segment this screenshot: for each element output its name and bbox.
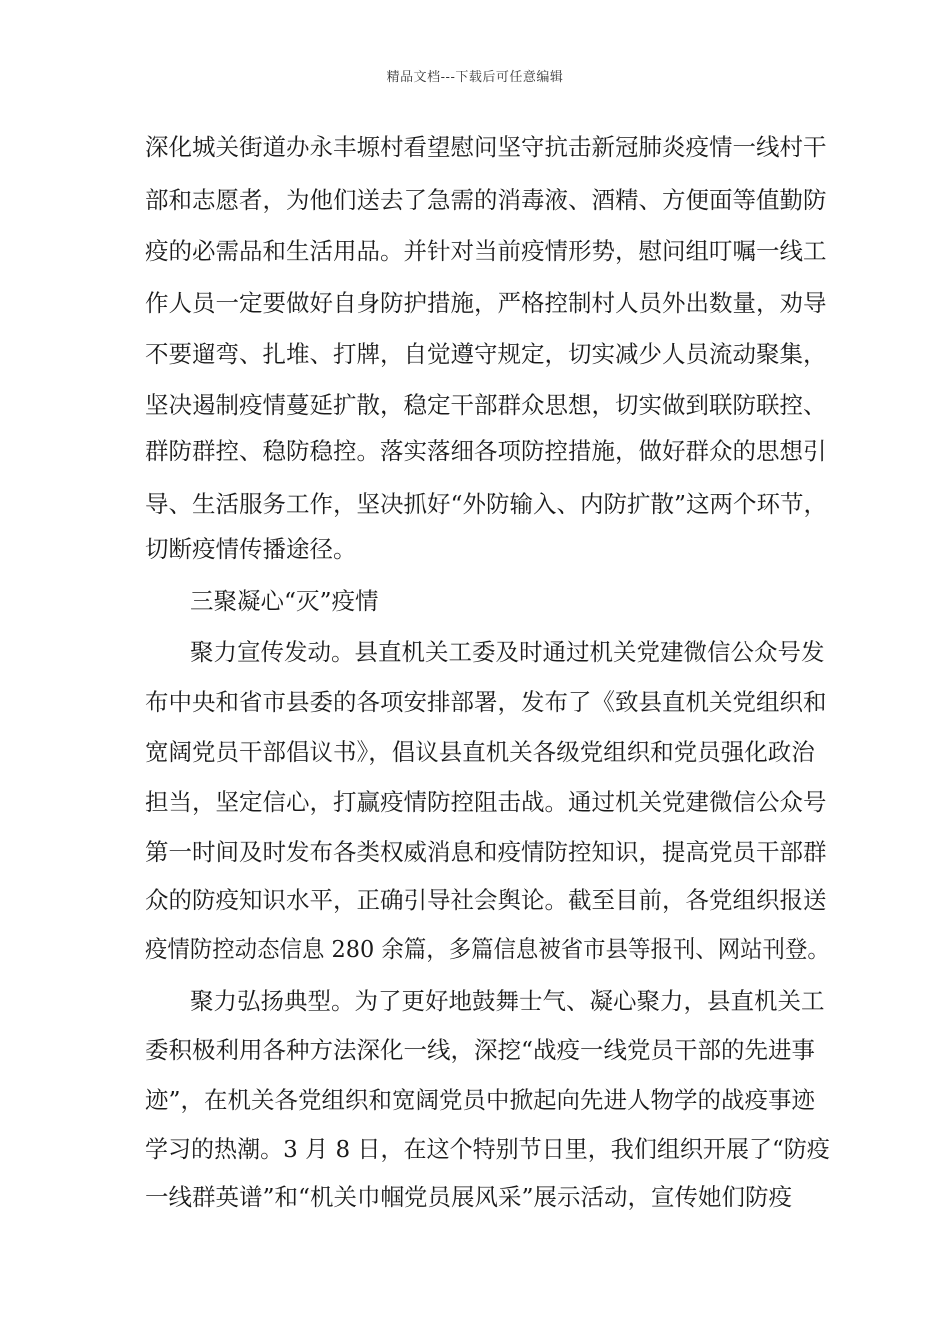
paragraph-line: 学习的热潮。3 月 8 日，在这个特别节日里，我们组织开展了“防疫 xyxy=(145,1135,830,1163)
paragraph-line: 众的防疫知识水平，正确引导社会舆论。截至目前，各党组织报送 xyxy=(145,886,827,914)
paragraph-line: 聚力弘扬典型。为了更好地鼓舞士气、凝心聚力，县直机关工 xyxy=(190,987,825,1015)
paragraph-line: 迹”，在机关各党组织和宽阔党员中掀起向先进人物学的战疫事迹 xyxy=(145,1086,816,1114)
paragraph-line: 群防群控、稳防稳控。落实落细各项防控措施，做好群众的思想引 xyxy=(145,437,827,465)
paragraph-line: 坚决遏制疫情蔓延扩散，稳定干部群众思想，切实做到联防联控、 xyxy=(145,391,827,419)
paragraph-line: 部和志愿者，为他们送去了急需的消毒液、酒精、方便面等值勤防 xyxy=(145,186,827,214)
section-heading: 三聚凝心“灭”疫情 xyxy=(190,587,379,615)
paragraph-line: 深化城关街道办永丰塬村看望慰问坚守抗击新冠肺炎疫情一线村干 xyxy=(145,133,827,161)
paragraph-line: 委积极利用各种方法深化一线，深挖“战疫一线党员干部的先进事 xyxy=(145,1036,816,1064)
paragraph-line: 导、生活服务工作，坚决抓好“外防输入、内防扩散”这两个环节， xyxy=(145,490,828,518)
paragraph-line: 切断疫情传播途径。 xyxy=(145,535,357,563)
paragraph-line: 不要遛弯、扎堆、打牌，自觉遵守规定，切实减少人员流动聚集， xyxy=(145,340,827,368)
paragraph-line: 布中央和省市县委的各项安排部署，发布了《致县直机关党组织和 xyxy=(145,688,827,716)
paragraph-line: 疫情防控动态信息 280 余篇，多篇信息被省市县等报刊、网站刊登。 xyxy=(145,935,830,963)
page-header: 精品文档---下载后可任意编辑 xyxy=(386,70,564,85)
paragraph-line: 疫的必需品和生活用品。并针对当前疫情形势，慰问组叮嘱一线工 xyxy=(145,237,827,265)
paragraph-line: 第一时间及时发布各类权威消息和疫情防控知识，提高党员干部群 xyxy=(145,838,827,866)
paragraph-line: 宽阔党员干部倡议书》，倡议县直机关各级党组织和党员强化政治 xyxy=(145,738,815,766)
paragraph-line: 作人员一定要做好自身防护措施，严格控制村人员外出数量，劝导 xyxy=(145,289,827,317)
paragraph-line: 聚力宣传发动。县直机关工委及时通过机关党建微信公众号发 xyxy=(190,638,825,666)
paragraph-line: 一线群英谱”和“机关巾帼党员展风采”展示活动，宣传她们防疫 xyxy=(145,1183,793,1211)
paragraph-line: 担当，坚定信心，打赢疫情防控阻击战。通过机关党建微信公众号 xyxy=(145,788,827,816)
